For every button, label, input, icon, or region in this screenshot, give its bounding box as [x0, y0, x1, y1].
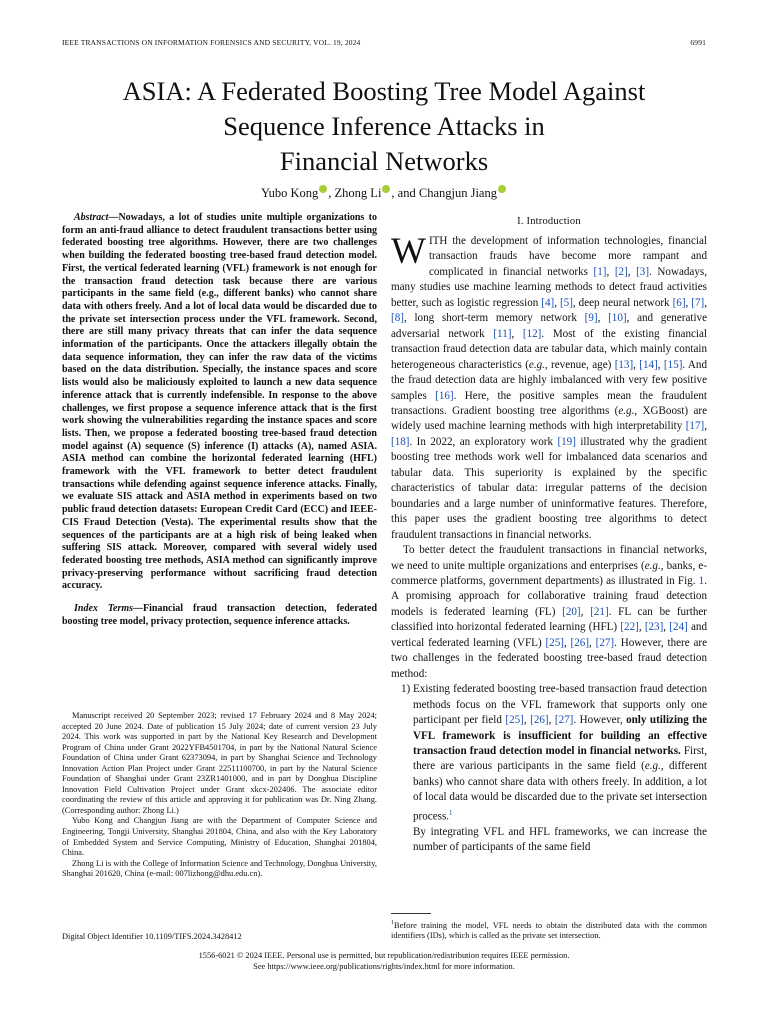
citation-link[interactable]: [18]	[391, 435, 410, 448]
footnote-mark: 1	[391, 920, 394, 926]
author-separator: ,	[328, 186, 335, 200]
citation-link[interactable]: [7]	[691, 296, 705, 309]
citation-link[interactable]: [15]	[663, 358, 683, 371]
intro-paragraph-1: WITH the development of information technologies, financial transaction frauds have become more rampant and complicated in financial networks [1], [2], [3]. Nowadays, many studies use machine learning methods to detect fraud activities better, such as logistic regression [4], [5], deep neural network [6], [7], [8], long short-term memory network [9], [10], and generative adversarial network [11], [12]. Most of the existing financial transaction fraud detection data are tabular data, which mainly contain heterogeneous characteristics (e.g., revenue, age) [13], [14], [15]. And the fraud detection data are highly imbalanced with very few positive samples [16]. Here, the positive samples mean the fraudulent transactions. Gradient boosting tree algorithms (e.g., XGBoost) are widely used machine learning methods with high interpretability [17], [18]. In 2022, an exploratory work [19] illustrated why the gradient boosting tree methods work well for imbalanced data scenarios and tabular data. This superiority is explained by the specific characteristics of tabular data: irregular patterns of the decision boundaries and a large number of uninformative features. Therefore, this paper uses the gradient boosting tree algorithms to detect fraudulent transactions in financial networks.	[391, 231, 708, 541]
left-column	[62, 212, 377, 629]
index-terms-dash: —	[133, 603, 144, 615]
copyright-line: See https://www.ieee.org/publications/rights/index.html for more information.	[253, 962, 515, 971]
orcid-icon[interactable]	[498, 185, 506, 193]
citation-link[interactable]: [26]	[530, 714, 549, 727]
copyright-line: 1556-6021 © 2024 IEEE. Personal use is permitted, but republication/redistribution requires IEEE permission.	[198, 951, 570, 960]
citation-link[interactable]: [26]	[570, 636, 590, 649]
page-number: 6991	[690, 38, 706, 47]
citation-link[interactable]: [3]	[636, 265, 650, 278]
citation-link[interactable]: [17]	[685, 420, 705, 433]
running-header	[62, 38, 706, 50]
author-list	[0, 185, 768, 201]
affiliation-note: Zhong Li is with the College of Information Science and Technology, Donghua University, Shanghai 201620, China (e-mail: 007lizhong@dhu.edu.cn).	[62, 858, 377, 879]
figure-link[interactable]: 1	[698, 574, 705, 587]
drop-cap: W	[391, 231, 426, 272]
footnote-link[interactable]: 1	[449, 808, 453, 817]
citation-link[interactable]: [21]	[590, 605, 609, 618]
copyright-notice	[0, 950, 768, 972]
citation-link[interactable]: [25]	[545, 636, 564, 649]
citation-link[interactable]: [20]	[562, 605, 581, 618]
abstract-dash: —	[108, 212, 119, 223]
author-name: Zhong Li	[334, 186, 382, 200]
citation-link[interactable]: [10]	[608, 312, 627, 325]
abstract-label: Abstract	[74, 212, 109, 223]
citation-link[interactable]: [4]	[541, 296, 555, 309]
abstract	[62, 212, 377, 593]
citation-link[interactable]: [1]	[593, 265, 607, 278]
abstract-text: Nowadays, a lot of studies unite multiple organizations to form an anti-fraud alliance to detect fraudulent transactions better using federated boosting tree algorithms. However, there are two challenges when building the federated boosting tree-based fraud detection model. First, the vertical federated learning (VFL) framework is not enough for the transaction fraud detection task because there are various participants in the same field (e.g., different banks) who cannot share data with others freely. And a lot of local data would be discarded due to the private set intersection process under the VFL framework. Second, there are still many privacy threats that can infer the data sequence information of the participants. Once the attackers illegally obtain the data sequence information, they can infer the raw data of the victims based on the data distribution. Specially, the instance spaces and score lists would also be maliciously exploited to launch a new data sequence inference attack that is currently indefensible. In response to the above challenges, we first propose a sequence inference attack that is the first work showing the vulnerabilities regarding the instance spaces and score lists. Then, we propose a federated boosting tree-based fraud detection model against (A) sequence (S) inference (I) attacks (A), named ASIA. ASIA method can combine the horizontal federated learning (HFL) framework with the VFL framework to better detect fraudulent transactions while defending against sequence inference attacks. Finally, we evaluate SIS attack and ASIA method in experiments based on two public fraud detection datasets: European Credit Card (ECC) and IEEE-CIS Fraud Detection (Vesta). The experimental results show that the sequences of the participants are at a high risk of being leaked when suffering SIS attack. Moreover, compared with several widely used federated boosting tree methods, ASIA method can significantly improve privacy-preserving performance without sacrificing fraud detection accuracy.	[62, 212, 377, 592]
author-separator: , and	[391, 186, 419, 200]
footnote-divider	[391, 913, 431, 914]
index-terms-label: Index Terms	[74, 603, 134, 615]
citation-link[interactable]: [14]	[639, 358, 658, 371]
citation-link[interactable]: [27]	[595, 636, 615, 649]
footnote-text: Before training the model, VFL needs to obtain the distributed data with the common identifiers (IDs), which is called as the private set intersection.	[391, 920, 707, 941]
citation-link[interactable]: [12]	[522, 327, 542, 340]
citation-link[interactable]: [24]	[669, 621, 688, 634]
author-name: Changjun Jiang	[418, 186, 497, 200]
challenge-list-item: 1) Existing federated boosting tree-based transaction fraud detection methods focus on the VFL framework that supports only one participant per field [25], [26], [27]. However, only utilizing the VFL framework is insufficient for building an effective transaction fraud detection model in financial networks. First, there are various participants in the same field (e.g., different banks) who cannot share data with others freely. In addition, a lot of local data would be discarded due to the private set intersection process.$^1$ By integrating VFL and HFL frameworks, we can increase the number of participants of the same field	[401, 683, 708, 854]
orcid-icon[interactable]	[319, 185, 327, 193]
citation-link[interactable]: [27]	[554, 714, 574, 727]
citation-link[interactable]: [5]	[559, 296, 573, 309]
title-line-1: ASIA: A Federated Boosting Tree Model Against	[122, 76, 646, 106]
title-line-2: Sequence Inference Attacks in	[223, 111, 545, 141]
manuscript-footnotes	[62, 711, 377, 880]
citation-link[interactable]: [6]	[672, 296, 686, 309]
citation-link[interactable]: [11]	[493, 327, 512, 340]
paper-title	[40, 74, 728, 179]
intro-paragraph-2: To better detect the fraudulent transactions in financial networks, we need to unite multiple organizations and enterprises (e.g., banks, e-commerce platforms, government departments) as illustrated in Fig. 1. A promising approach for collaborative training fraud detection models is federated learning (FL) [20], [21]. FL can be further classified into horizontal federated learning (HFL) [22], [23], [24] and vertical federated learning (VFL) [25], [26], [27]. However, there are two challenges in the federated boosting tree-based fraud detection method:	[391, 544, 708, 680]
orcid-icon[interactable]	[382, 185, 390, 193]
journal-name: IEEE TRANSACTIONS ON INFORMATION FORENSICS AND SECURITY, VOL. 19, 2024	[62, 38, 361, 47]
footnote	[391, 918, 707, 942]
citation-link[interactable]: [2]	[614, 265, 628, 278]
title-line-3: Financial Networks	[279, 146, 489, 176]
doi: Digital Object Identifier 10.1109/TIFS.2024.3428412	[62, 932, 242, 941]
citation-link[interactable]: [22]	[620, 621, 639, 634]
index-terms-text: Financial fraud transaction detection, federated boosting tree model, privacy protection, sequence inference attacks.	[62, 603, 377, 627]
citation-link[interactable]: [16]	[435, 389, 454, 402]
right-column	[391, 216, 707, 856]
citation-link[interactable]: [19]	[557, 435, 576, 448]
citation-link[interactable]: [13]	[614, 358, 634, 371]
author-name: Yubo Kong	[261, 186, 319, 200]
manuscript-note: Manuscript received 20 September 2023; revised 17 February 2024 and 8 May 2024; accepted 20 June 2024. Date of publication 15 July 2024; date of current version 23 July 2024. This work was supported in part by the National Key Research and Development Program of China under Grant 2022YFB4501704, in part by the National Natural Science Foundation of China under Grant 62373094, in part by Shanghai Science and Technology Innovation Action Plan Project under Grant 22511100700, in part by the Natural Science Foundation of Shanghai under Grant 23ZR1401000, and in part by Donghua Discipline Innovation Field Cultivation Project under Grant xkcx-202406. The associate editor coordinating the review of this article and approving it for publication was Dr. Ning Zhang. (Corresponding author: Zhong Li.)	[62, 711, 377, 815]
affiliation-note: Yubo Kong and Changjun Jiang are with the Department of Computer Science and Engineering, Tongji University, Shanghai 201804, China, and also with the Key Laboratory of Embedded System and Service Computing, Ministry of Education, Shanghai 201804, China.	[62, 816, 377, 858]
citation-link[interactable]: [9]	[584, 312, 598, 325]
citation-link[interactable]: [23]	[644, 621, 664, 634]
citation-link[interactable]: [25]	[505, 714, 524, 727]
index-terms	[62, 603, 377, 628]
list-number: 1)	[401, 683, 411, 696]
citation-link[interactable]: [8]	[391, 312, 404, 325]
section-heading: I. Introduction	[517, 216, 581, 227]
